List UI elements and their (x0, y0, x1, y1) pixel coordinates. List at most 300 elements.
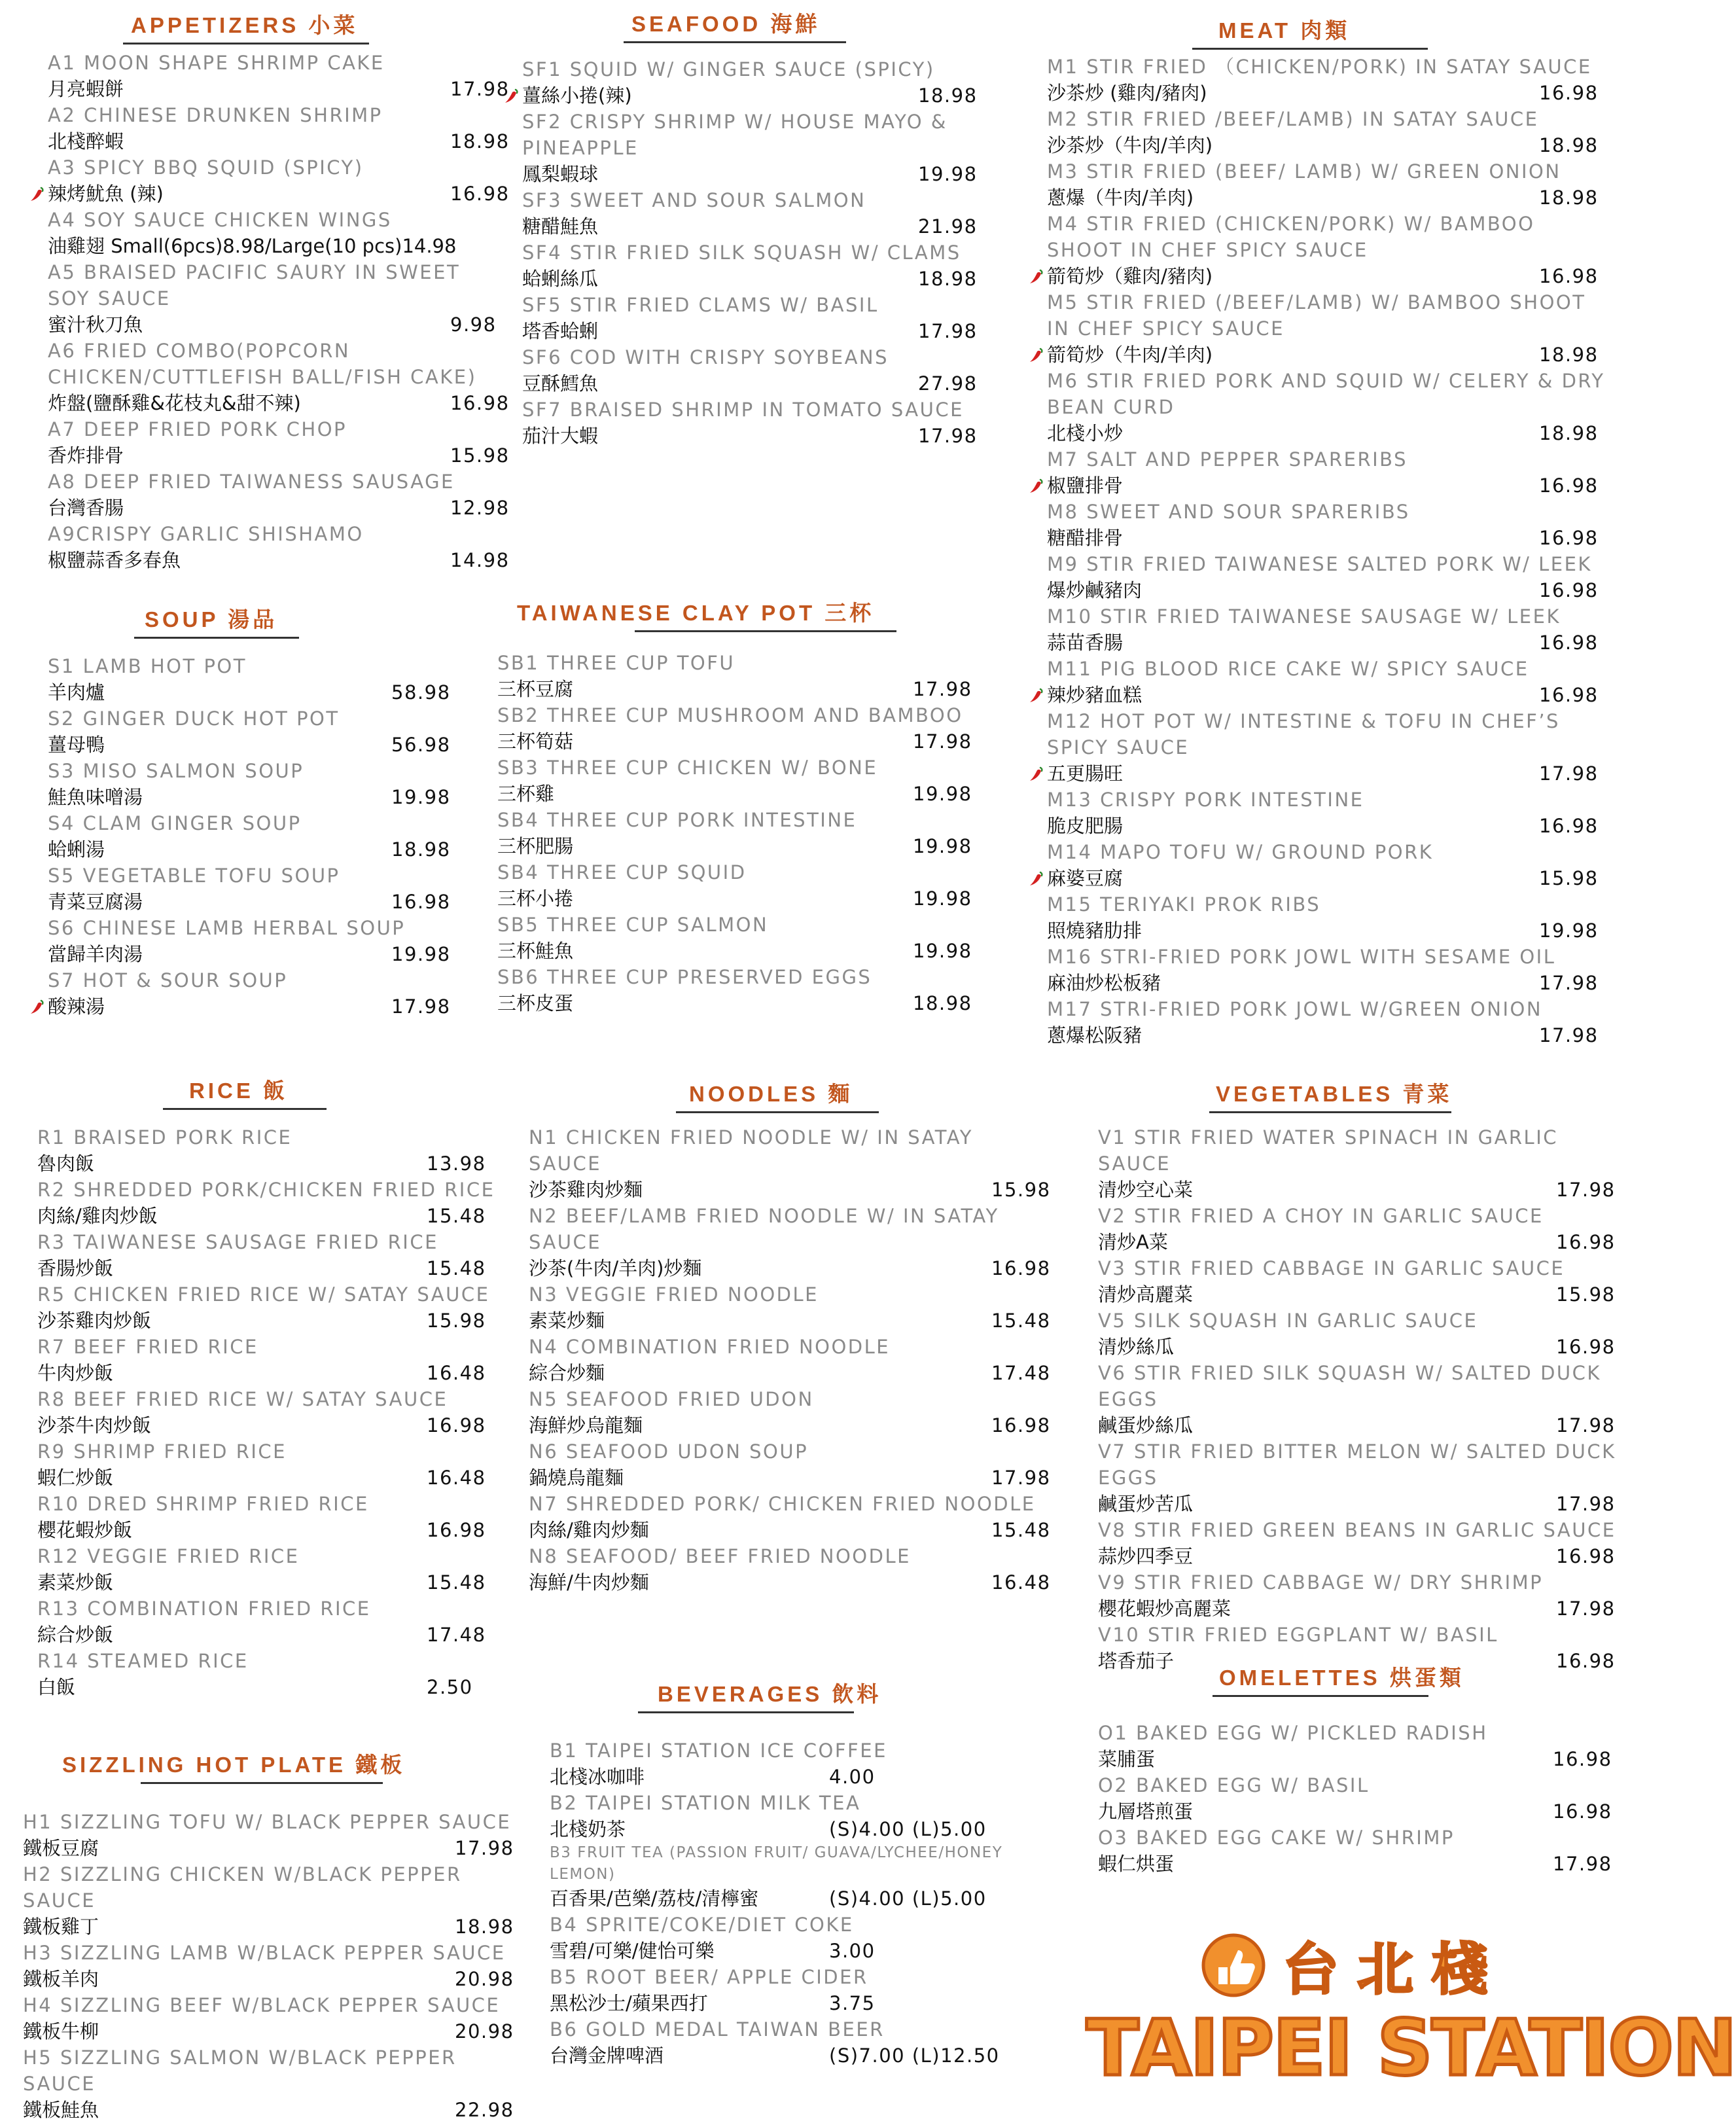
menu-item-chinese-name: 素菜炒飯 (37, 1571, 114, 1594)
menu-item (48, 469, 510, 521)
menu-item-price: 17.98 (455, 1837, 514, 1859)
chili-pepper-icon (1029, 766, 1044, 783)
menu-item-english-name: M15 TERIYAKI PROK RIBS (1047, 893, 1321, 916)
menu-item-price: 3.75 (829, 1992, 876, 2014)
meat-title-rule (1192, 48, 1428, 50)
menu-item-chinese-name: 九層塔煎蛋 (1098, 1800, 1194, 1823)
menu-item-detail-row (550, 1764, 1008, 1790)
menu-item-chinese-name: 三杯小捲 (497, 887, 574, 910)
menu-item (1047, 891, 1610, 944)
menu-item (1098, 1569, 1621, 1622)
menu-item-english-name: V3 STIR FRIED CABBAGE IN GARLIC SAUCE (1098, 1257, 1565, 1279)
menu-item-chinese-name: 炸盤(鹽酥雞&花枝丸&甜不辣) (48, 392, 301, 414)
menu-item-chinese-name: 蛤蜊絲瓜 (522, 268, 599, 290)
menu-item (48, 705, 506, 758)
menu-item-english-name: SF2 CRISPY SHRIMP W/ HOUSE MAYO & PINEAPPLE (522, 111, 948, 159)
menu-item (550, 1964, 1008, 2016)
menu-item-price: 20.98 (455, 2020, 514, 2043)
menu-item-detail-row (23, 1966, 520, 1992)
menu-item-price: 21.98 (918, 215, 978, 238)
menu-item-price: 18.98 (1539, 134, 1599, 156)
menu-item-price: 19.98 (913, 835, 972, 857)
menu-item-english-name: S6 CHINESE LAMB HERBAL SOUP (48, 917, 406, 939)
menu-item-english-name: M5 STIR FRIED (/BEEF/LAMB) W/ BAMBOO SHOOT IN CHEF SPICY SAUCE (1047, 291, 1586, 340)
menu-item-price: 27.98 (918, 372, 978, 395)
menu-item-detail-row (48, 547, 510, 573)
menu-item-chinese-name: 椒鹽蒜香多春魚 (48, 549, 181, 571)
menu-item (48, 758, 506, 810)
menu-item-english-name: M11 PIG BLOOD RICE CAKE W/ SPICY SAUCE (1047, 658, 1529, 680)
restaurant-logo (1086, 1924, 1736, 2094)
menu-item-price: 16.98 (1539, 684, 1599, 706)
menu-item-english-name: S2 GINGER DUCK HOT POT (48, 707, 340, 730)
menu-item-english-name: N3 VEGGIE FRIED NOODLE (529, 1283, 819, 1306)
menu-item-english-name: R12 VEGGIE FRIED RICE (37, 1545, 300, 1567)
menu-item-price: 12.98 (450, 497, 510, 519)
menu-item (1047, 839, 1610, 891)
menu-item-price: 18.98 (1539, 422, 1599, 444)
menu-item-price: 17.98 (1539, 972, 1599, 994)
menu-item (1047, 944, 1610, 996)
menu-item-price: 19.98 (918, 163, 978, 185)
menu-item-detail-row (1098, 1798, 1621, 1825)
menu-item (497, 807, 995, 859)
menu-item-chinese-name: 百香果/芭樂/荔枝/清檸蜜 (550, 1887, 759, 1910)
menu-item-detail-row (529, 1255, 1052, 1281)
menu-item (37, 1229, 495, 1281)
menu-item-english-name: SF7 BRAISED SHRIMP IN TOMATO SAUCE (522, 399, 964, 421)
menu-item-english-name: A9CRISPY GARLIC SHISHAMO (48, 523, 364, 545)
menu-item-detail-row (37, 1569, 495, 1596)
vegetables-title-rule (1209, 1111, 1451, 1113)
menu-item (522, 240, 993, 292)
menu-item-chinese-name: 塔香蛤蜊 (522, 320, 599, 342)
menu-item-english-name: A8 DEEP FRIED TAIWANESS SAUSAGE (48, 471, 455, 493)
menu-item-price: 17.48 (991, 1362, 1051, 1384)
menu-item-english-name: SB2 THREE CUP MUSHROOM AND BAMBOO (497, 704, 963, 726)
chili-pepper-icon (1029, 478, 1044, 495)
menu-item-english-name: R9 SHRIMP FRIED RICE (37, 1440, 287, 1463)
menu-item-english-name: H4 SIZZLING BEEF W/BLACK PEPPER SAUCE (23, 1994, 501, 2016)
menu-item (1098, 1720, 1621, 1772)
menu-item-chinese-name: 沙茶雞肉炒飯 (37, 1310, 152, 1332)
menu-item-detail-row (497, 938, 995, 964)
menu-item (37, 1334, 495, 1386)
menu-item-detail-row (48, 732, 506, 758)
menu-item (1047, 106, 1610, 158)
menu-item-price: 17.98 (1556, 1597, 1616, 1620)
menu-item (48, 653, 506, 705)
menu-item-english-name: V9 STIR FRIED CABBAGE W/ DRY SHRIMP (1098, 1571, 1544, 1594)
menu-item (37, 1281, 495, 1334)
menu-item-detail-row (1098, 1412, 1621, 1438)
menu-item-english-name: V6 STIR FRIED SILK SQUASH W/ SALTED DUCK EGGS (1098, 1362, 1601, 1410)
menu-item-english-name: A4 SOY SAUCE CHICKEN WINGS (48, 209, 392, 231)
menu-item-detail-row (1047, 970, 1610, 996)
menu-item-detail-row (1098, 1596, 1621, 1622)
menu-item (48, 338, 510, 416)
menu-item-chinese-name: 櫻花蝦炒高麗菜 (1098, 1597, 1231, 1620)
menu-item-chinese-name: 北棧小炒 (1047, 422, 1124, 444)
menu-item-english-name: M2 STIR FRIED /BEEF/LAMB) IN SATAY SAUCE (1047, 108, 1539, 130)
menu-item-english-name: H1 SIZZLING TOFU W/ BLACK PEPPER SAUCE (23, 1811, 512, 1833)
menu-item-price: 17.98 (1553, 1853, 1612, 1875)
menu-item (48, 154, 510, 207)
menu-item-chinese-name: 塔香茄子 (1098, 1650, 1175, 1672)
menu-item (37, 1386, 495, 1438)
noodles-section (529, 1083, 1052, 1596)
menu-item-chinese-name: 北棧冰咖啡 (550, 1766, 645, 1788)
menu-item-price: 18.98 (913, 992, 972, 1014)
soup-section (48, 609, 506, 1020)
menu-item-detail-row (48, 128, 510, 154)
menu-item-price: 16.48 (427, 1467, 486, 1489)
menu-item (1098, 1825, 1621, 1877)
menu-item (48, 207, 506, 259)
menu-item-price: 16.98 (1556, 1545, 1616, 1567)
menu-item-chinese-name: 香炸排骨 (48, 444, 124, 467)
menu-item-chinese-name: 雪碧/可樂/健怡可樂 (550, 1940, 715, 1962)
sizzling-title-rule (141, 1782, 383, 1784)
menu-item (23, 1809, 520, 1861)
menu-item-chinese-name: 三杯豆腐 (497, 678, 574, 700)
menu-item-chinese-name: 綜合炒飯 (37, 1624, 114, 1646)
menu-item-price: 16.98 (450, 392, 510, 414)
menu-item-detail-row (1047, 80, 1610, 106)
menu-item-price: 3.00 (829, 1940, 876, 1962)
menu-item-chinese-name: 清炒高麗菜 (1098, 1283, 1194, 1306)
menu-item-price: 19.98 (391, 786, 451, 808)
menu-item-price: 16.98 (1539, 815, 1599, 837)
menu-item-price: 15.98 (427, 1310, 486, 1332)
menu-item-detail-row (48, 233, 506, 259)
menu-item (497, 912, 995, 964)
menu-item-chinese-name: 素菜炒麵 (529, 1310, 605, 1332)
menu-item-detail-row (529, 1308, 1052, 1334)
menu-item-english-name: SB6 THREE CUP PRESERVED EGGS (497, 966, 872, 988)
menu-item-chinese-name: 北棧奶茶 (550, 1818, 626, 1840)
menu-item (497, 702, 995, 755)
menu-item (522, 109, 993, 187)
menu-item-price: 4.00 (829, 1766, 876, 1788)
menu-item-chinese-name: 香腸炒飯 (37, 1257, 114, 1279)
menu-item-chinese-name: 鐵板豆腐 (23, 1837, 99, 1859)
menu-item-detail-row (37, 1255, 495, 1281)
menu-item-chinese-name: 鍋燒烏龍麵 (529, 1467, 624, 1489)
menu-item (1047, 656, 1610, 708)
menu-item-detail-row (522, 370, 993, 397)
menu-item-price: 17.98 (913, 678, 972, 700)
menu-item-english-name: SF3 SWEET AND SOUR SALMON (522, 189, 866, 211)
menu-item-chinese-name: 牛肉炒飯 (37, 1362, 114, 1384)
menu-item-chinese-name: 五更腸旺 (1047, 762, 1124, 785)
menu-item-detail-row (497, 833, 995, 859)
menu-item-chinese-name: 辣烤魷魚 (辣) (48, 183, 164, 205)
menu-item-price: 18.98 (450, 130, 510, 152)
menu-item (550, 1738, 1008, 1790)
menu-item-price: 18.98 (1539, 344, 1599, 366)
menu-item (1047, 603, 1610, 656)
soup-title-rule (134, 637, 299, 639)
menu-item-detail-row (529, 1177, 1052, 1203)
menu-item-chinese-name: 鐵板羊肉 (23, 1968, 99, 1990)
menu-item-price: 18.98 (918, 84, 978, 107)
menu-item-detail-row (522, 318, 993, 344)
menu-item-detail-row (37, 1674, 495, 1700)
menu-item-detail-row (48, 784, 506, 810)
menu-item-detail-row (550, 1816, 1008, 1842)
menu-item-detail-row (1047, 577, 1610, 603)
appetizers-title: APPETIZERS 小菜 (131, 13, 359, 37)
menu-item-price: 19.98 (391, 943, 451, 965)
menu-item-detail-row (48, 836, 506, 863)
menu-item-chinese-name: 沙茶牛肉炒飯 (37, 1414, 152, 1436)
menu-item-price: 15.98 (1539, 867, 1599, 889)
menu-item (497, 859, 995, 912)
menu-item-english-name: H3 SIZZLING LAMB W/BLACK PEPPER SAUCE (23, 1942, 506, 1964)
menu-item-detail-row (497, 676, 995, 702)
menu-item (37, 1596, 495, 1648)
menu-item-english-name: H5 SIZZLING SALMON W/BLACK PEPPER SAUCE (23, 2046, 457, 2095)
menu-item-english-name: B2 TAIPEI STATION MILK TEA (550, 1792, 861, 1814)
menu-item-english-name: A2 CHINESE DRUNKEN SHRIMP (48, 104, 383, 126)
menu-item (1047, 368, 1610, 446)
menu-item-chinese-name: 麻婆豆腐 (1047, 867, 1124, 889)
menu-item-chinese-name: 月亮蝦餅 (48, 78, 124, 100)
menu-item-chinese-name: 薑絲小捲(辣) (522, 84, 632, 107)
menu-item (522, 344, 993, 397)
menu-item-price: 14.98 (450, 549, 510, 571)
menu-item-detail-row (1047, 630, 1610, 656)
menu-item-price: 17.98 (913, 730, 972, 753)
menu-item (1047, 446, 1610, 499)
menu-item-chinese-name: 三杯筍菇 (497, 730, 574, 753)
menu-item-chinese-name: 蒜炒四季豆 (1098, 1545, 1194, 1567)
chili-pepper-icon (1029, 268, 1044, 285)
menu-item (1098, 1255, 1621, 1308)
chili-pepper-icon (1029, 347, 1044, 364)
menu-item-english-name: R10 DRED SHRIMP FRIED RICE (37, 1493, 369, 1515)
menu-item-detail-row (1098, 1491, 1621, 1517)
menu-item-english-name: A6 FRIED COMBO(POPCORN CHICKEN/CUTTLEFISH BALL/FISH CAKE) (48, 340, 477, 388)
menu-item-english-name: B1 TAIPEI STATION ICE COFFEE (550, 1739, 887, 1762)
menu-item-english-name: M17 STRI-FRIED PORK JOWL W/GREEN ONION (1047, 998, 1543, 1020)
menu-item-english-name: SF6 COD WITH CRISPY SOYBEANS (522, 346, 889, 368)
menu-item-price: 17.98 (918, 425, 978, 447)
menu-item (497, 964, 995, 1016)
menu-item-detail-row (1047, 185, 1610, 211)
menu-item (48, 102, 510, 154)
menu-item-price: (S)4.00 (L)5.00 (829, 1818, 987, 1840)
menu-item (48, 915, 506, 967)
menu-item-price: 16.48 (427, 1362, 486, 1384)
menu-item-price: 16.98 (991, 1414, 1051, 1436)
menu-item-english-name: M4 STIR FRIED (CHICKEN/PORK) W/ BAMBOO SHOOT IN CHEF SPICY SAUCE (1047, 213, 1535, 261)
menu-item-price: 16.98 (991, 1257, 1051, 1279)
menu-item-english-name: N8 SEAFOOD/ BEEF FRIED NOODLE (529, 1545, 911, 1567)
menu-item-english-name: B6 GOLD MEDAL TAIWAN BEER (550, 2018, 885, 2041)
menu-item-english-name: S1 LAMB HOT POT (48, 655, 247, 677)
menu-item-detail-row (1047, 263, 1610, 289)
omelettes-title-rule (1213, 1695, 1428, 1697)
menu-item-chinese-name: 沙茶雞肉炒麵 (529, 1179, 643, 1201)
menu-item-english-name: B3 FRUIT TEA (PASSION FRUIT/ GUAVA/LYCHEE/HONEY LEMON) (550, 1844, 1003, 1883)
menu-item-english-name: H2 SIZZLING CHICKEN W/BLACK PEPPER SAUCE (23, 1863, 462, 1912)
menu-item-english-name: B4 SPRITE/COKE/DIET COKE (550, 1914, 854, 1936)
menu-item-price: 16.98 (391, 891, 451, 913)
menu-item-detail-row (550, 1938, 1008, 1964)
menu-item-chinese-name: 當歸羊肉湯 (48, 943, 143, 965)
menu-item (529, 1386, 1052, 1438)
menu-item-detail-row (37, 1203, 495, 1229)
menu-item-detail-row (1098, 1281, 1621, 1308)
menu-item-chinese-name: 糖醋排骨 (1047, 527, 1124, 549)
menu-item-detail-row (529, 1569, 1052, 1596)
menu-item-detail-row (1098, 1746, 1621, 1772)
menu-item (1098, 1517, 1621, 1569)
menu-item-price: 15.48 (427, 1205, 486, 1227)
menu-item-price: 17.98 (391, 995, 451, 1018)
menu-item-price: 58.98 (391, 681, 451, 704)
menu-item-english-name: S5 VEGETABLE TOFU SOUP (48, 865, 340, 887)
menu-item-chinese-name: 清炒空心菜 (1098, 1179, 1194, 1201)
menu-item-chinese-name: 鹹蛋炒苦瓜 (1098, 1493, 1194, 1515)
seafood-title-rule (624, 41, 846, 43)
menu-item-detail-row (37, 1465, 495, 1491)
menu-item-chinese-name: 蔥爆（牛肉/羊肉) (1047, 187, 1194, 209)
menu-item (1047, 787, 1610, 839)
thumbs-up-logo-icon (1197, 1929, 1269, 2001)
menu-item-english-name: M3 STIR FRIED (BEEF/ LAMB) W/ GREEN ONION (1047, 160, 1561, 183)
menu-item-english-name: N6 SEAFOOD UDON SOUP (529, 1440, 809, 1463)
menu-item (522, 397, 993, 449)
menu-item-price: 17.98 (1539, 762, 1599, 785)
menu-item-english-name: SB4 THREE CUP SQUID (497, 861, 747, 883)
logo-english-text: TAIPEI STATION (1086, 2003, 1736, 2093)
chili-pepper-icon (29, 999, 45, 1016)
menu-item (497, 650, 995, 702)
menu-item-detail-row (497, 885, 995, 912)
menu-item-detail-row (1098, 1851, 1621, 1877)
vegetables-section (1098, 1083, 1621, 1674)
menu-item-english-name: SF5 STIR FRIED CLAMS W/ BASIL (522, 294, 879, 316)
menu-item-price: 17.98 (1556, 1179, 1616, 1201)
menu-item-price: 16.98 (427, 1519, 486, 1541)
menu-item-detail-row (23, 2097, 520, 2123)
menu-item-price: 16.98 (1539, 579, 1599, 601)
menu-item (529, 1203, 1052, 1281)
menu-item-price: 17.98 (450, 78, 510, 100)
menu-item (529, 1124, 1052, 1203)
menu-item-detail-row (37, 1360, 495, 1386)
menu-item-detail-row (1047, 473, 1610, 499)
menu-item (37, 1543, 495, 1596)
menu-item-detail-row (37, 1622, 495, 1648)
menu-item-price: 22.98 (455, 2099, 514, 2121)
menu-item-chinese-name: 箭筍炒（雞肉/豬肉) (1047, 265, 1213, 287)
menu-item-price: 16.48 (991, 1571, 1051, 1594)
menu-item-price: 16.98 (1556, 1231, 1616, 1253)
menu-item-english-name: M7 SALT AND PEPPER SPARERIBS (1047, 448, 1408, 471)
menu-item (1098, 1772, 1621, 1825)
menu-item-detail-row (550, 1885, 1008, 1912)
menu-item-english-name: A7 DEEP FRIED PORK CHOP (48, 418, 347, 440)
menu-item-detail-row (48, 76, 510, 102)
menu-item-price: 18.98 (918, 268, 978, 290)
menu-item (1047, 158, 1610, 211)
menu-item-chinese-name: 清炒A菜 (1098, 1231, 1168, 1253)
menu-item-english-name: A1 MOON SHAPE SHRIMP CAKE (48, 52, 385, 74)
menu-item-chinese-name: 蒜苗香腸 (1047, 632, 1124, 654)
menu-item-english-name: M1 STIR FRIED （CHICKEN/PORK) IN SATAY SAUCE (1047, 56, 1592, 78)
menu-item (550, 2016, 1008, 2069)
menu-item-detail-row (48, 442, 510, 469)
menu-item-price: 16.98 (1539, 527, 1599, 549)
logo-chinese-text: 台北棧 (1283, 1936, 1506, 2003)
menu-item-detail-row (497, 728, 995, 755)
menu-item-chinese-name: 羊肉爐 (48, 681, 105, 704)
seafood-title: SEAFOOD 海鮮 (631, 12, 821, 36)
menu-item-english-name: N2 BEEF/LAMB FRIED NOODLE W/ IN SATAY SAUCE (529, 1205, 999, 1253)
menu-item-english-name: M6 STIR FRIED PORK AND SQUID W/ CELERY & DRY BEAN CURD (1047, 370, 1605, 418)
menu-item-price: 15.48 (427, 1257, 486, 1279)
menu-item-price: 16.98 (1539, 474, 1599, 497)
menu-item-english-name: M12 HOT POT W/ INTESTINE & TOFU IN CHEF’S SPICY SAUCE (1047, 710, 1560, 758)
menu-item-price: 17.98 (1539, 1024, 1599, 1046)
menu-item-detail-row (48, 312, 506, 338)
menu-item-chinese-name: 肉絲/雞肉炒飯 (37, 1205, 158, 1227)
menu-item-price: 16.98 (1539, 632, 1599, 654)
menu-item-english-name: B5 ROOT BEER/ APPLE CIDER (550, 1966, 868, 1988)
menu-item-english-name: V7 STIR FRIED BITTER MELON W/ SALTED DUCK EGGS (1098, 1440, 1616, 1489)
menu-item-price: 19.98 (913, 783, 972, 805)
menu-item (37, 1648, 495, 1700)
menu-item-detail-row (48, 679, 506, 705)
menu-item-english-name: V1 STIR FRIED WATER SPINACH IN GARLIC SAUCE (1098, 1126, 1559, 1175)
chili-pepper-icon (29, 186, 45, 203)
menu-item (550, 1842, 1008, 1912)
menu-item-chinese-name: 茄汁大蝦 (522, 425, 599, 447)
menu-item-detail-row (522, 161, 993, 187)
menu-item-chinese-name: 台灣香腸 (48, 497, 124, 519)
menu-item-chinese-name: 糖醋鮭魚 (522, 215, 599, 238)
menu-item-chinese-name: 箭筍炒（牛肉/羊肉) (1047, 344, 1213, 366)
menu-item-english-name: R2 SHREDDED PORK/CHICKEN FRIED RICE (37, 1179, 495, 1201)
menu-item-price: 18.98 (391, 838, 451, 861)
menu-item-price: 19.98 (913, 887, 972, 910)
menu-item-price: 20.98 (455, 1968, 514, 1990)
meat-title: MEAT 肉類 (1218, 18, 1351, 43)
menu-item (23, 1861, 520, 1940)
seafood-section (522, 13, 993, 449)
menu-item (522, 56, 993, 109)
omelettes-title: OMELETTES 烘蛋類 (1219, 1666, 1464, 1690)
menu-item-price: 15.48 (427, 1571, 486, 1594)
menu-item-chinese-name: 白飯 (37, 1676, 76, 1698)
chili-pepper-icon (1029, 870, 1044, 887)
menu-item-price: 16.98 (1556, 1336, 1616, 1358)
menu-item-detail-row (529, 1517, 1052, 1543)
menu-item-detail-row (550, 2043, 1008, 2069)
menu-item-english-name: A3 SPICY BBQ SQUID (SPICY) (48, 156, 364, 179)
menu-item (529, 1438, 1052, 1491)
sizzling-title: SIZZLING HOT PLATE 鐵板 (62, 1753, 406, 1777)
menu-item-english-name: M8 SWEET AND SOUR SPARERIBS (1047, 501, 1410, 523)
beverages-title-rule (638, 1711, 854, 1713)
menu-item-chinese-name: 沙茶炒 (雞肉/豬肉) (1047, 82, 1207, 104)
meat-section (1047, 20, 1610, 1048)
menu-item-chinese-name: 沙茶(牛肉/羊肉)炒麵 (529, 1257, 702, 1279)
